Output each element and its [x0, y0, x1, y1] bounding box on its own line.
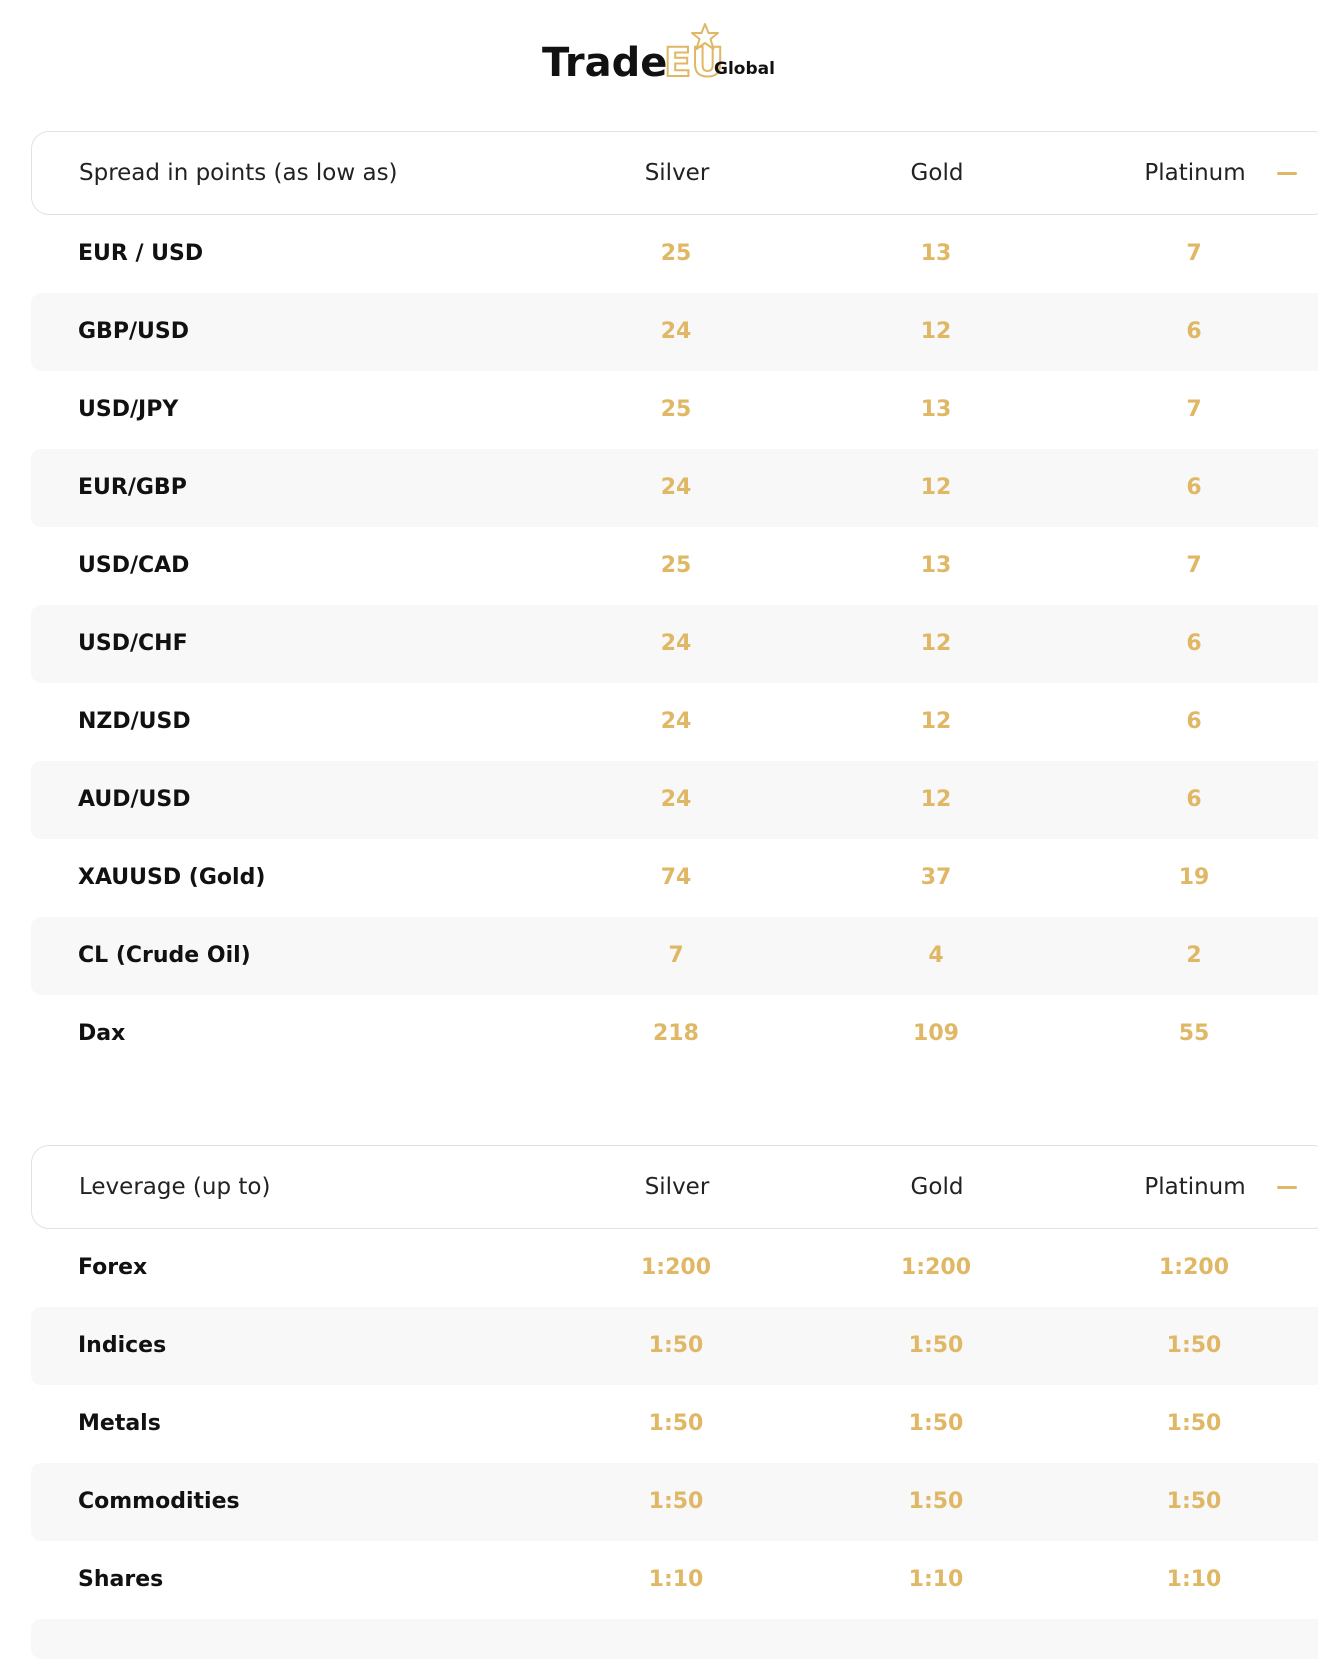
- platinum-value: 55: [1178, 1021, 1210, 1046]
- row-label: NZD/USD: [78, 709, 191, 734]
- table-row: [31, 839, 1318, 917]
- row-label: Forex: [78, 1255, 148, 1280]
- column-header-silver: Silver: [644, 1174, 710, 1200]
- platinum-value: 6: [1186, 709, 1202, 734]
- gold-value: 12: [920, 475, 952, 500]
- gold-value: 13: [920, 397, 952, 422]
- gold-value: 12: [920, 631, 952, 656]
- silver-value: 7: [668, 943, 684, 968]
- spread-table-title: Spread in points (as low as): [79, 160, 398, 186]
- leverage-section: [31, 1145, 1318, 1659]
- silver-value: 24: [660, 631, 692, 656]
- spread-table-header[interactable]: [31, 131, 1318, 215]
- gold-value: 1:50: [908, 1333, 964, 1358]
- platinum-value: 7: [1186, 241, 1202, 266]
- platinum-value: 19: [1178, 865, 1210, 890]
- silver-value: 24: [660, 709, 692, 734]
- leverage-table-title: Leverage (up to): [79, 1174, 271, 1200]
- row-label: USD/CAD: [78, 553, 190, 578]
- silver-value: 74: [660, 865, 692, 890]
- silver-value: 25: [660, 241, 692, 266]
- table-row: [31, 215, 1318, 293]
- row-label: XAUUSD (Gold): [78, 865, 266, 890]
- gold-value: 1:200: [900, 1255, 972, 1280]
- minus-icon[interactable]: [1277, 172, 1297, 175]
- row-label: Commodities: [78, 1489, 240, 1514]
- table-row: [31, 527, 1318, 605]
- table-row: [31, 1463, 1318, 1541]
- platinum-value: 7: [1186, 397, 1202, 422]
- platinum-value: 7: [1186, 553, 1202, 578]
- gold-value: 109: [913, 1021, 959, 1046]
- table-row: [31, 371, 1318, 449]
- column-header-platinum: Platinum: [1144, 1174, 1246, 1200]
- row-label: AUD/USD: [78, 787, 191, 812]
- row-label: Shares: [78, 1567, 164, 1592]
- table-row: [31, 605, 1318, 683]
- silver-value: 1:50: [648, 1489, 704, 1514]
- table-row: [31, 293, 1318, 371]
- table-row: [31, 683, 1318, 761]
- column-header-gold: Gold: [910, 160, 964, 186]
- platinum-value: 2: [1186, 943, 1202, 968]
- table-row: [31, 449, 1318, 527]
- silver-value: 1:50: [648, 1411, 704, 1436]
- platinum-value: 1:50: [1166, 1333, 1222, 1358]
- row-label: CL (Crude Oil): [78, 943, 251, 968]
- gold-value: 12: [920, 709, 952, 734]
- row-label: USD/JPY: [78, 397, 179, 422]
- table-row: [31, 1541, 1318, 1619]
- silver-value: 218: [653, 1021, 699, 1046]
- table-row: [31, 1307, 1318, 1385]
- gold-value: 12: [920, 319, 952, 344]
- gold-value: 37: [920, 865, 952, 890]
- row-label: Metals: [78, 1411, 161, 1436]
- silver-value: 1:10: [648, 1567, 704, 1592]
- gold-value: 13: [920, 553, 952, 578]
- platinum-value: 6: [1186, 787, 1202, 812]
- minus-icon[interactable]: [1277, 1186, 1297, 1189]
- spread-section: [31, 131, 1318, 1073]
- column-header-silver: Silver: [644, 160, 710, 186]
- gold-value: 1:50: [908, 1411, 964, 1436]
- platinum-value: 6: [1186, 631, 1202, 656]
- table-row-partial: [31, 1619, 1318, 1659]
- table-row: [31, 761, 1318, 839]
- row-label: EUR / USD: [78, 241, 204, 266]
- platinum-value: 1:200: [1158, 1255, 1230, 1280]
- platinum-value: 1:50: [1166, 1411, 1222, 1436]
- row-label: USD/CHF: [78, 631, 188, 656]
- spread-table-body: [31, 215, 1318, 1073]
- gold-value: 4: [928, 943, 944, 968]
- logo-word-eu: EU: [664, 40, 724, 86]
- logo-word-global: Global: [714, 59, 775, 79]
- tradeeu-global-logo[interactable]: [542, 22, 782, 86]
- column-header-gold: Gold: [910, 1174, 964, 1200]
- leverage-table-body: [31, 1229, 1318, 1659]
- table-row: [31, 917, 1318, 995]
- table-row: [31, 1229, 1318, 1307]
- silver-value: 1:50: [648, 1333, 704, 1358]
- table-row: [31, 1385, 1318, 1463]
- leverage-table-header[interactable]: [31, 1145, 1318, 1229]
- column-header-platinum: Platinum: [1144, 160, 1246, 186]
- platinum-value: 1:10: [1166, 1567, 1222, 1592]
- gold-value: 12: [920, 787, 952, 812]
- row-label: Indices: [78, 1333, 167, 1358]
- row-label: Dax: [78, 1021, 126, 1046]
- table-row: [31, 995, 1318, 1073]
- platinum-value: 1:50: [1166, 1489, 1222, 1514]
- silver-value: 24: [660, 787, 692, 812]
- gold-value: 13: [920, 241, 952, 266]
- silver-value: 1:200: [640, 1255, 712, 1280]
- silver-value: 24: [660, 319, 692, 344]
- logo-word-trade: Trade: [542, 40, 668, 86]
- star-icon: [688, 22, 722, 52]
- row-label: EUR/GBP: [78, 475, 187, 500]
- silver-value: 25: [660, 553, 692, 578]
- gold-value: 1:10: [908, 1567, 964, 1592]
- platinum-value: 6: [1186, 319, 1202, 344]
- platinum-value: 6: [1186, 475, 1202, 500]
- gold-value: 1:50: [908, 1489, 964, 1514]
- silver-value: 25: [660, 397, 692, 422]
- silver-value: 24: [660, 475, 692, 500]
- row-label: GBP/USD: [78, 319, 189, 344]
